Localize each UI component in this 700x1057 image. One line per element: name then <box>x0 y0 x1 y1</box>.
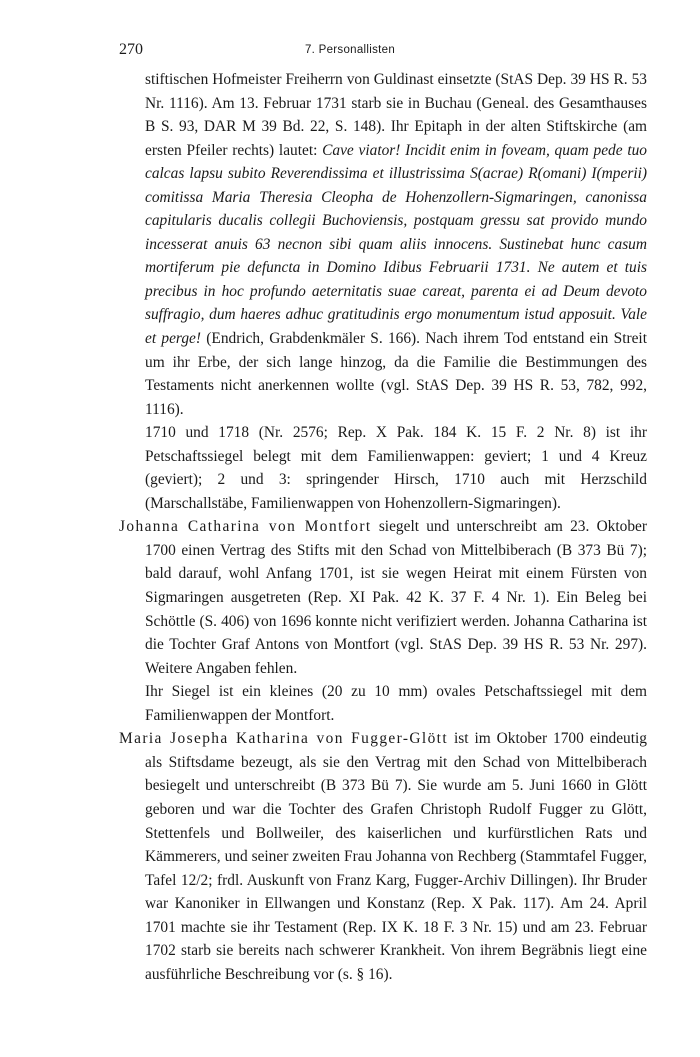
paragraph-seal-description: Ihr Siegel ist ein kleines (20 zu 10 mm) ovales Petschaftssiegel mit dem Familienwappen der Montfort. <box>145 683 647 724</box>
paragraph-text: stiftischen Hofmeister Freiherrn von Guldinast einsetzte (StAS Dep. 39 HS R. 53 Nr. 1116). Am 13. Februar 1731 starb sie in Buchau (Geneal. des Gesamthauses B S. 93, DAR M 39 Bd. 22, S. 148). Ihr Epitaph in der alten Stiftskirche (am ersten Pfeiler rechts) lautet: <box>145 71 647 159</box>
epitaph-quote: Cave viator! Incidit enim in foveam, quam pede tuo calcas lapsu subito Reverendissima et illustrissima S(acrae) R(omani) I(mperii) comitissa Maria Theresia Cleopha de Hohenzollern-Sigmaringen, canonissa capitularis ducalis collegii Buchoviensis, postquam gressu sat provido mundo incesserat anuis 63 necnon sibi quam aliis innocens. Sustinebat hunc casum mortiferum pie defuncta in Domino Idibus Februarii 1731. Ne autem et tuis precibus in hoc profundo aeternitatis suae careat, parenta ei ad Deum devoto suffragio, dum haeres adhuc gratitudinis ergo monumentum istud apposuit. Vale et perge! <box>145 141 647 348</box>
paragraph-text: (Endrich, Grabdenkmäler S. 166). Nach ihrem Tod entstand ein Streit um ihr Erbe, der sich lange hinzog, da die Familie die Bestimmungen des Testaments nicht anerkennen wollte (vgl. StAS Dep. 39 HS R. 53, 782, 992, 1116). <box>145 330 647 418</box>
paragraph-seal-description: 1710 und 1718 (Nr. 2576; Rep. X Pak. 184 K. 15 F. 2 Nr. 8) ist ihr Petschaftssiegel belegt mit dem Familienwappen: geviert; 1 und 4 Kreuz (geviert); 2 und 3: springender Hirsch, 1710 auch mit Herzschild (Marschallstäbe, Familienwappen von Hohenzollern-Sigmaringen). <box>145 424 647 512</box>
entry-name: Johanna Catharina von Montfort <box>119 518 372 536</box>
entry-montfort <box>119 515 647 680</box>
running-head: 7. Personallisten <box>304 44 396 56</box>
page-body <box>119 68 647 986</box>
page-number: 270 <box>119 41 143 58</box>
entry-fugger-gloett <box>119 727 647 986</box>
entry-text: ist im Oktober 1700 eindeutig als Stiftsdame bezeugt, als sie den Vertrag mit den Schad von Mittelbiberach besiegelt und unterschreibt (B 373 Bü 7). Sie wurde am 5. Juni 1660 in Glött geboren und war die Tochter des Grafen Christoph Rudolf Fugger zu Glött, Stettenfels und Bollweiler, des kaiserlichen und kurfürstlichen Rats und Kämmerers, und seiner zweiten Frau Johanna von Rechberg (Stammtafel Fugger, Tafel 12/2; frdl. Auskunft von Franz Karg, Fugger-Archiv Dillingen). Ihr Bruder war Kanoniker in Ellwangen und Konstanz (Rep. X Pak. 117). Am 24. April 1701 machte sie ihr Testament (Rep. IX K. 18 F. 3 Nr. 15) und am 23. Februar 1702 starb sie bereits nach schwerer Krankheit. Von ihrem Begräbnis liegt eine ausführliche Beschreibung vor (s. § 16). <box>145 730 648 983</box>
paragraph-continuation <box>119 68 647 421</box>
entry-name: Maria Josepha Katharina von Fugger-Glött <box>119 730 449 748</box>
entry-text: siegelt und unterschreibt am 23. Oktober 1700 einen Vertrag des Stifts mit den Schad von Mittelbiberach (B 373 Bü 7); bald darauf, wohl Anfang 1701, ist sie wegen Heirat mit einem Fürsten von Sigmaringen ausgetreten (Rep. XI Pak. 42 K. 37 F. 4 Nr. 1). Ein Beleg bei Schöttle (S. 406) von 1696 konnte nicht verifiziert werden. Johanna Catharina ist die Tochter Graf Antons von Montfort (vgl. StAS Dep. 39 HS R. 53 Nr. 297). Weitere Angaben fehlen. <box>145 518 647 677</box>
